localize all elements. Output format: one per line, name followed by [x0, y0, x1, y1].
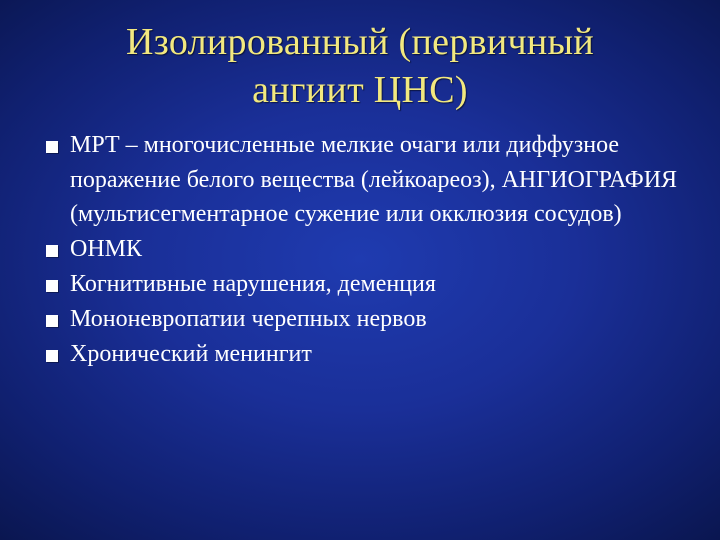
bullet-text: Мононевропатии черепных нервов: [70, 305, 427, 332]
square-bullet-icon: [46, 350, 58, 362]
bullet-item: [46, 302, 686, 337]
square-bullet-icon: [46, 280, 58, 292]
square-bullet-icon: [46, 315, 58, 327]
bullet-item: [46, 337, 686, 372]
bullet-text: МРТ – многочисленные мелкие очаги или диффузное поражение белого вещества (лейкоареоз), АНГИОГРАФИЯ (мультисегментарное сужение или окклюзия сосудов): [70, 132, 678, 227]
square-bullet-icon: [46, 245, 58, 257]
slide-title: [60, 18, 660, 114]
bullet-item: [46, 128, 686, 232]
square-bullet-icon: [46, 141, 58, 153]
title-line-2: ангиит ЦНС): [252, 69, 468, 111]
bullet-item: [46, 232, 686, 267]
bullet-item: [46, 267, 686, 302]
bullet-list: [46, 128, 686, 372]
bullet-text: ОНМК: [70, 235, 143, 262]
bullet-text: Хронический менингит: [70, 340, 312, 367]
bullet-text: Когнитивные нарушения, деменция: [70, 270, 436, 297]
title-line-1: Изолированный (первичный: [125, 21, 595, 63]
